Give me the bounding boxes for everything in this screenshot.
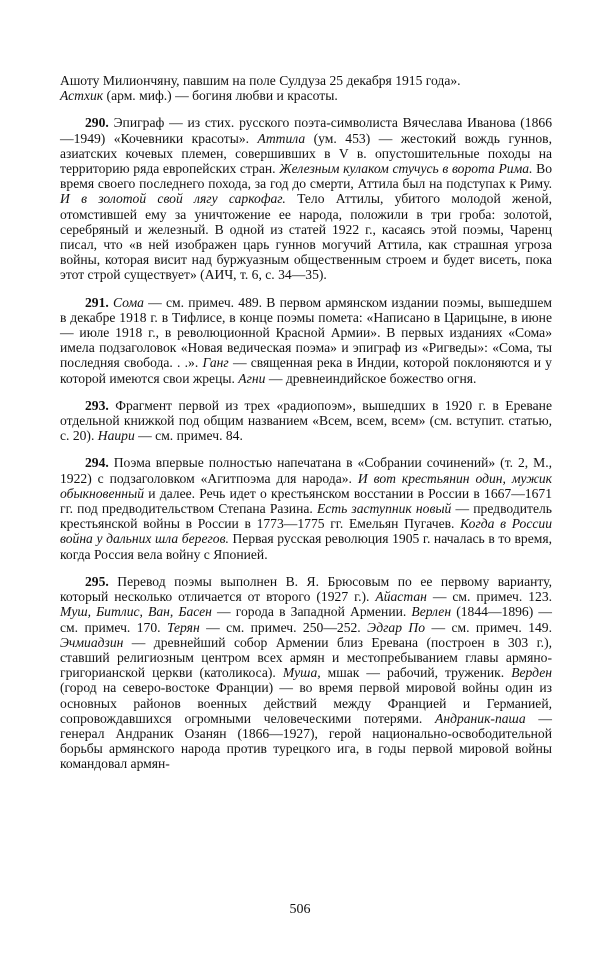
continued-text: Ашоту Милиончяну, павшим на поле Сулдуза 25 декабря 1915 года». Астхик (арм. миф.) — богиня любви и красоты.	[60, 73, 461, 104]
note-295: 295. Перевод поэмы выполнен В. Я. Брюсовым по ее первому варианту, который несколько отличается от второго (1927 г.). Айастан — см. примеч. 123. Муш, Битлис, Ван, Басен — города в Западной Армении. Верлен (1844—1896) — см. примеч. 170. Терян — см. примеч. 250—252. Эдгар По — см. примеч. 149. Эчмиадзин — древнейший собор Армении близ Еревана (построен в 303 г.), ставший религиозным центром всех армян и местопребыванием главы армяно-григорианской церкви (католикоса). Муша, мшак — рабочий, труженик. Верден (город на северо-востоке Франции) — во время первой мировой войны один из основных районов военных действий между Францией и Германией, сопровождавшихся огромными человеческими потерями. Андраник-паша — генерал Андраник Озанян (1866—1927), герой национально-освободительной борьбы армянского народа против турецкого ига, в годы первой мировой войны командовал армян-	[60, 573, 553, 772]
note-291: 291. Сома — см. примеч. 489. В первом армянском издании поэмы, вышедшем в декабре 1918 г. в Тифлисе, в конце поэмы помета: «Написано в Царицыне, в июне — июле 1918 г., в революционной Красной Армии». В первых изданиях «Сома» имела подзаголовок «Новая ведическая поэма» и эпиграф из «Ригведы»: «Сома, ты последняя свобода. . .». Ганг — священная река в Индии, которой поклоняются и у которой имеются свои жрецы. Агни — древнеиндийское божество огня.	[60, 294, 552, 386]
note-294: 294. Поэма впервые полностью напечатана в «Собрании сочинений» (т. 2, М., 1922) с подзаголовком «Агитпоэма для народа». И вот крестьянин один, мужик обыкновенный и далее. Речь идет о крестьянском восстании в России в 1667—1671 гг. под предводительством Степана Разина. Есть заступник новый — предводитель крестьянской войны в России в 1773—1775 гг. Емельян Пугачев. Когда в России война у дальних шла берегов. Первая русская революция 1905 г. началась в то время, когда Россия вела войну с Японией.	[60, 455, 552, 562]
note-293: 293. Фрагмент первой из трех «радиопоэм», вышедших в 1920 г. в Ереване отдельной книжкой под общим названием «Всем, всем, всем» (см. вступит. статью, с. 20). Наири — см. примеч. 84.	[60, 397, 552, 444]
note-290: 290. Эпиграф — из стих. русского поэта-символиста Вячеслава Иванова (1866—1949) «Кочевники красоты». Аттила (ум. 453) — жестокий вождь гуннов, азиатских кочевых племен, совершивших в V в. опустошительные походы на территорию ряда европейских стран. Железным кулаком стучусь в ворота Рима. Во время своего последнего похода, за год до смерти, Аттила был на подступах к Риму. И в золотой свой лягу саркофаг. Тело Аттилы, убитого молодой женой, отомстившей ему за уничтожение ее народа, положили в три гроба: золотой, серебряный и железный. В одной из статей 1922 г., касаясь этой поэмы, Чаренц писал, что «в ней изображен царь гуннов могучий Аттила, как страшная угроза войны, которая висит над буржуазным общественным строем и будет висеть, пока этот строй существует» (АИЧ, т. 6, с. 34—35).	[60, 115, 552, 283]
page-number: 506	[289, 902, 311, 917]
page-text	[60, 73, 552, 772]
